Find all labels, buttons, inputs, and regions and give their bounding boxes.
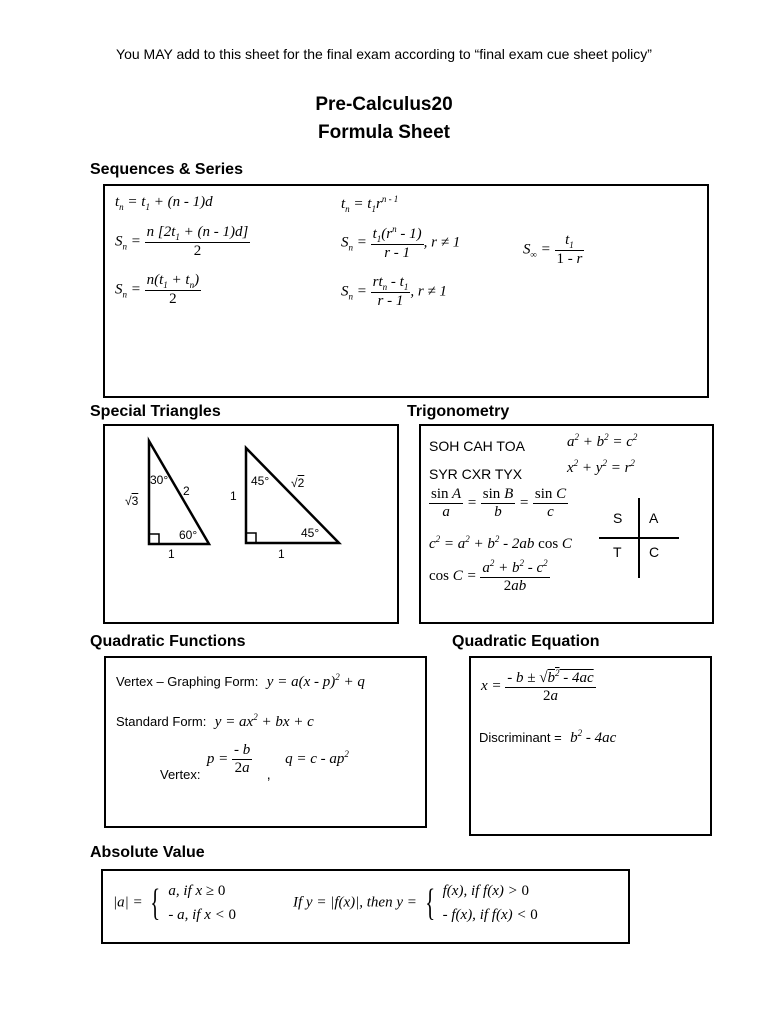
- cue-sheet-note: You MAY add to this sheet for the final exam according to “final exam cue sheet policy”: [116, 46, 652, 62]
- t2-angle-bottom: 45°: [301, 526, 320, 540]
- cosine-law-formula: $c^2 = a^2 + b^2 - 2ab$ cos C: [429, 534, 572, 552]
- geometric-sum-formula-1: $S_n$ = $\frac{t_1(r^n - 1)}{r - 1}$ , r ≠ 1: [341, 224, 461, 261]
- cast-quadrant-a: A: [649, 510, 659, 526]
- vertex-p-formula: p = $\frac{- b}{2a}$: [206, 742, 251, 776]
- trig-mnemonic-2: SYR CXR TYX: [429, 466, 523, 482]
- sequences-box: [103, 184, 709, 398]
- circle-formula: $x^2 + y^2 = r^2$: [567, 458, 635, 476]
- vertex-form-label: Vertex – Graphing Form:: [116, 674, 259, 689]
- page-title: Pre-Calculus20: [315, 94, 453, 115]
- vertex-form-formula: y = a(x - p)$^2$ + q: [266, 672, 365, 690]
- vertex-q-formula: $q = c - ap^2$: [285, 748, 349, 767]
- vertex-form-row: [116, 672, 365, 691]
- trigonometry-heading: Trigonometry: [407, 403, 510, 420]
- t1-base: 1: [168, 547, 175, 561]
- vertex-separator: ,: [266, 765, 271, 782]
- t1-angle-top: 30°: [150, 473, 169, 487]
- arithmetic-sum-formula-1: $S_n$ = $\frac{n [2t_1 + (n - 1)d]}{2}$: [115, 224, 249, 259]
- quadratic-formula: x = $\frac{- b \pm √b^2 - 4ac}{2a}$: [481, 668, 594, 704]
- quadratic-functions-heading: Quadratic Functions: [90, 633, 246, 650]
- cast-quadrant-s: S: [613, 510, 623, 526]
- arithmetic-term-formula: $t_n = t_1 + (n - 1)d$: [115, 194, 213, 212]
- discriminant-row: [479, 728, 616, 747]
- standard-form-formula: $y = ax^2$ + bx + c: [214, 712, 314, 730]
- right-angle-marker-1: [149, 534, 159, 544]
- cast-quadrant-t: T: [613, 544, 622, 560]
- vertex-row: [160, 742, 349, 782]
- r-condition-2: r ≠ 1: [417, 283, 447, 300]
- t1-angle-bottom: 60°: [179, 528, 198, 542]
- standard-form-row: [116, 712, 314, 731]
- special-triangles-box: [103, 424, 399, 624]
- trigonometry-box: [419, 424, 714, 624]
- sequences-heading: Sequences & Series: [90, 161, 243, 178]
- quadratic-functions-box: [104, 656, 427, 828]
- cosine-law-rearranged: cos C = $\frac{a^2 + b^2 - c^2}{2ab}$: [429, 558, 548, 594]
- absolute-value-heading: Absolute Value: [90, 844, 205, 861]
- infinite-sum-formula: $S_\infty$ = $\frac{t_1}{1 - r}$: [523, 232, 583, 267]
- t1-hypotenuse: 2: [183, 484, 190, 498]
- t2-hypotenuse-sqrt: √2: [291, 476, 305, 490]
- trig-mnemonic-1: SOH CAH TOA: [429, 438, 525, 454]
- vertex-label: Vertex:: [160, 766, 201, 782]
- pythagorean-formula: $a^2 + b^2 = c^2$: [567, 432, 638, 450]
- page-subtitle: Formula Sheet: [318, 122, 450, 143]
- sine-law-formula: $\frac{\text{sin A}}{a}$ = $\frac{\text{sin B}}{b}$ = $\frac{\text{sin C}}{c}$: [431, 486, 567, 520]
- geometric-term-formula: $t_n = t_1r^{n - 1}$: [341, 194, 399, 214]
- cast-quadrant-c: C: [649, 544, 660, 560]
- t2-angle-top: 45°: [251, 474, 270, 488]
- special-triangles-heading: Special Triangles: [90, 403, 221, 420]
- quadratic-equation-box: [469, 656, 712, 836]
- triangle-45-45-90: [246, 448, 339, 543]
- quadratic-equation-heading: Quadratic Equation: [452, 633, 600, 650]
- arithmetic-sum-formula-2: $S_n$ = $\frac{n(t_1 + t_n)}{2}$: [115, 272, 200, 307]
- discriminant-formula: $b^2 - 4ac$: [570, 728, 617, 746]
- r-condition-1: r ≠ 1: [431, 234, 461, 251]
- absolute-function-rule: If y = |f(x)|, then y = { f(x), if f(x) > 0 - f(x), if f(x) < 0: [293, 882, 538, 924]
- absolute-value-box: [101, 869, 630, 944]
- geometric-sum-formula-2: $S_n$ = $\frac{rt_n - t_1}{r - 1}$ , r ≠ 1: [341, 274, 447, 309]
- special-triangles-diagram: [105, 426, 397, 622]
- absolute-definition: |a| = { a, if x ≥ 0 - a, if x < 0: [113, 882, 236, 924]
- standard-form-label: Standard Form:: [116, 714, 207, 729]
- t2-base: 1: [278, 547, 285, 561]
- t1-side-sqrt: √3: [125, 494, 139, 508]
- t2-side: 1: [230, 489, 237, 503]
- discriminant-label: Discriminant =: [479, 730, 562, 745]
- cast-diagram-lines: [597, 498, 681, 582]
- right-angle-marker-2: [246, 533, 256, 543]
